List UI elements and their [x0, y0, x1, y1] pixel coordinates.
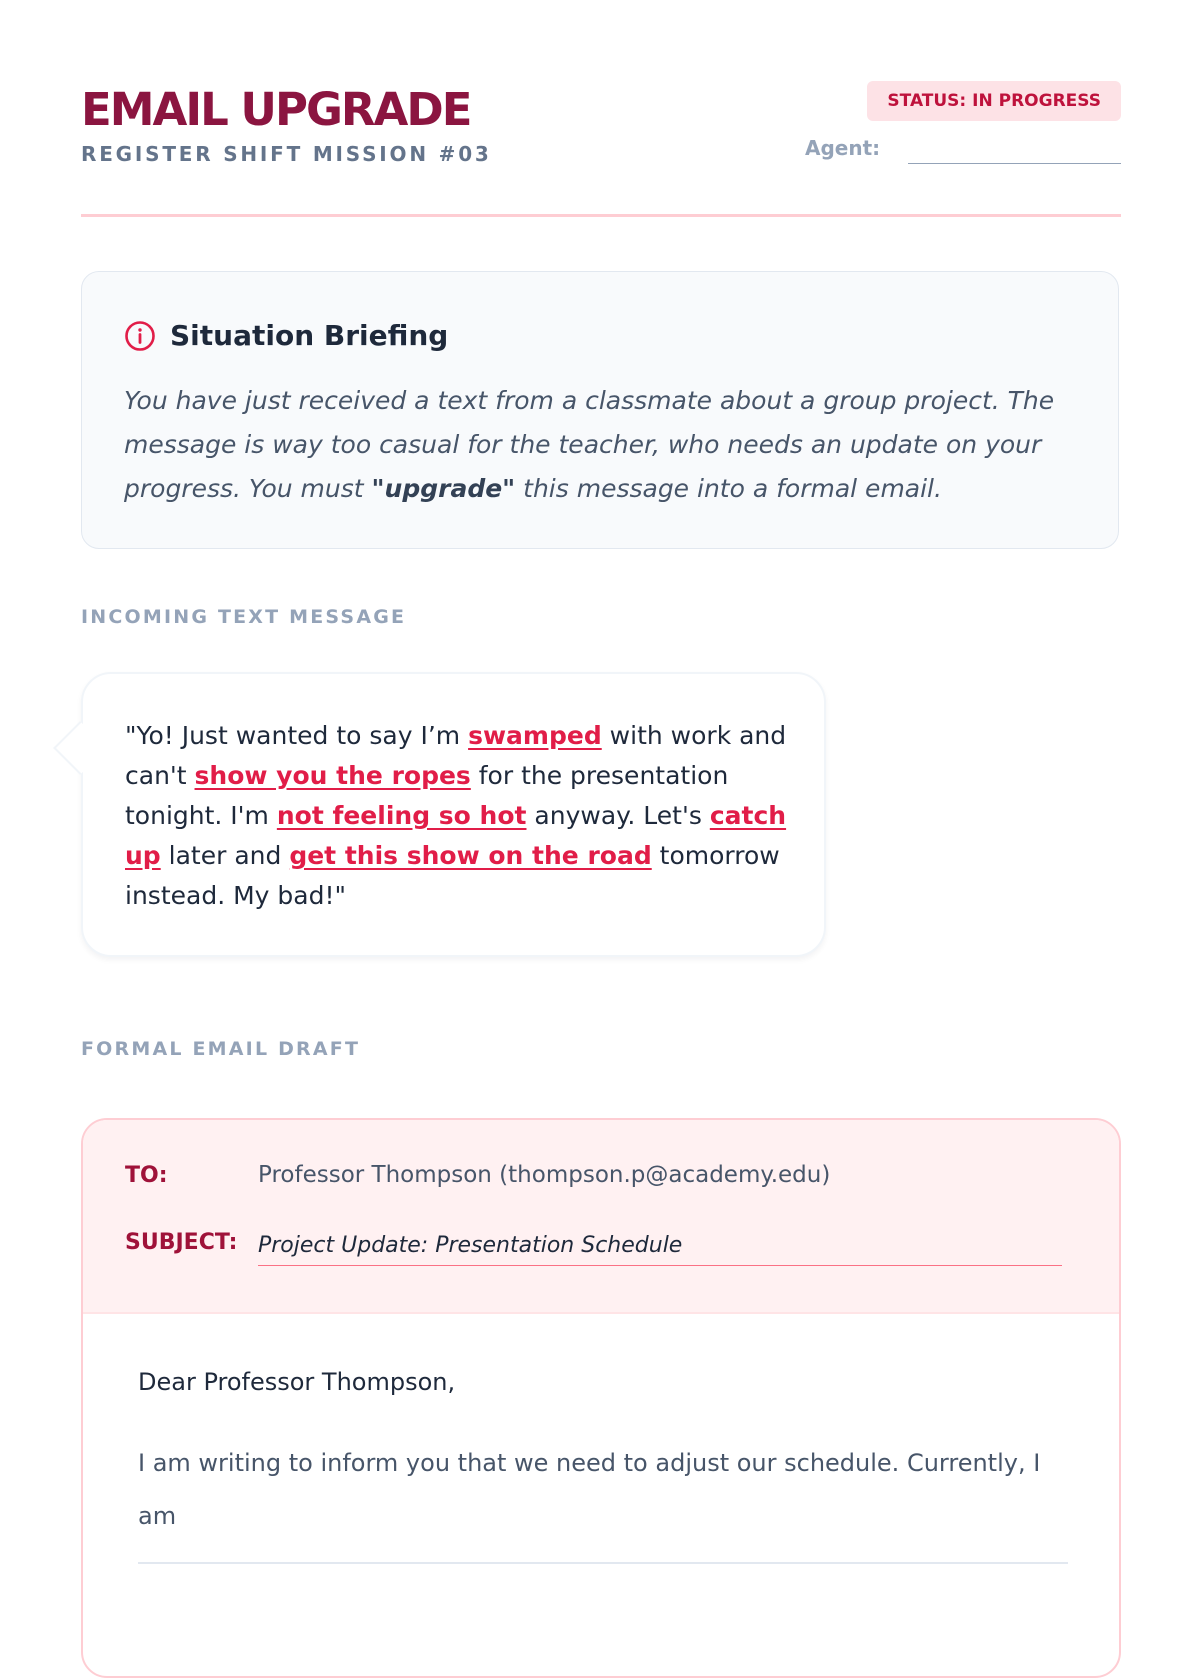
incoming-text-label: INCOMING TEXT MESSAGE: [81, 606, 407, 628]
header-divider: [81, 214, 1121, 217]
info-icon: [124, 320, 156, 352]
message-text: "Yo! Just wanted to say I’m: [125, 721, 469, 750]
subject-input[interactable]: [258, 1225, 1062, 1266]
message-text: tomorrow instead. My bad!": [125, 841, 780, 910]
idiom-highlight: not feeling so hot: [276, 801, 527, 830]
briefing-text: [124, 379, 1084, 511]
situation-briefing: [81, 271, 1119, 549]
briefing-title: Situation Briefing: [170, 319, 449, 352]
agent-label: Agent:: [805, 136, 881, 160]
message-text: anyway. Let's: [526, 801, 710, 830]
email-draft: [81, 1118, 1121, 1678]
message-text: with work and can't: [125, 721, 787, 790]
salutation: Dear Professor Thompson,: [138, 1368, 456, 1396]
briefing-bold-word: "upgrade": [371, 474, 516, 503]
agent-name-line[interactable]: [908, 163, 1121, 164]
email-header: [83, 1120, 1119, 1314]
to-label: TO:: [125, 1163, 168, 1188]
worksheet-page: [81, 0, 1121, 1600]
header: [81, 80, 1121, 218]
text-message-bubble: [81, 672, 826, 957]
mission-subtitle: REGISTER SHIFT MISSION #03: [81, 142, 492, 166]
idiom-highlight: show you the ropes: [194, 761, 471, 790]
status-badge: STATUS: IN PROGRESS: [867, 81, 1121, 121]
subject-label: SUBJECT:: [125, 1230, 238, 1255]
to-value: Professor Thompson (thompson.p@academy.edu): [258, 1162, 831, 1188]
briefing-text-part: this message into a formal email.: [515, 474, 942, 503]
message-text: for the presentation tonight. I'm: [125, 761, 729, 830]
page-title: EMAIL UPGRADE: [81, 83, 471, 136]
idiom-highlight: catch up: [125, 801, 787, 870]
writing-line[interactable]: [138, 1562, 1068, 1564]
formal-email-label: FORMAL EMAIL DRAFT: [81, 1038, 361, 1060]
briefing-text-part: You have just received a text from a classmate about a group project. The message is way too casual for the teacher, who needs an update on your progress. You must: [124, 386, 1055, 503]
text-message-body: [125, 716, 795, 916]
message-text: later and: [160, 841, 290, 870]
idiom-highlight: get this show on the road: [289, 841, 652, 870]
idiom-highlight: swamped: [468, 721, 602, 750]
bubble-tail: [53, 721, 107, 775]
email-body-text[interactable]: I am writing to inform you that we need to adjust our schedule. Currently, I am: [138, 1449, 1041, 1530]
